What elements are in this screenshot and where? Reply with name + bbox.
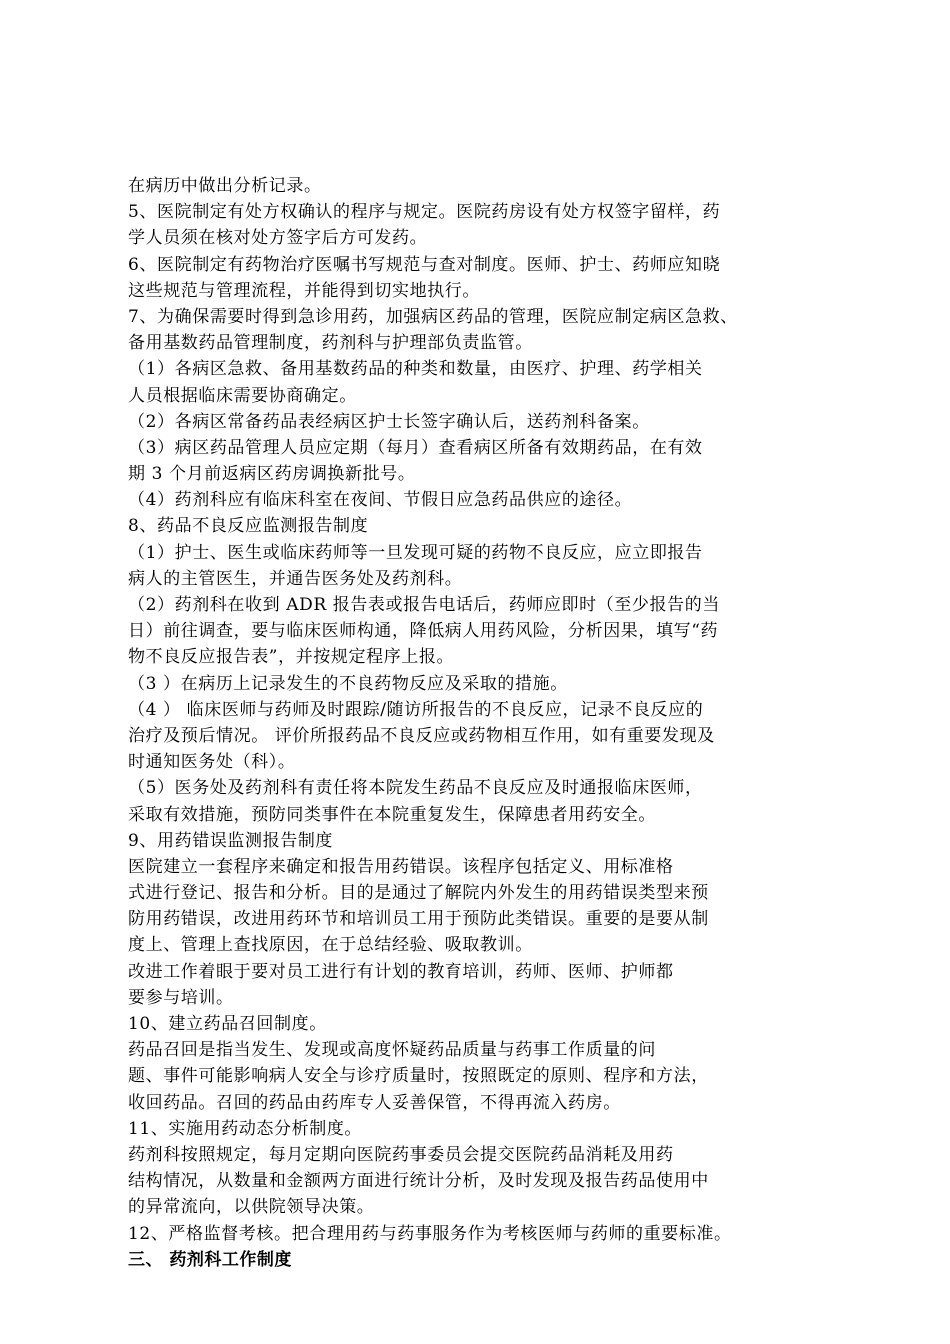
document-body (128, 173, 808, 1273)
text-line: 人员根据临床需要协商确定。 (128, 385, 357, 406)
text-line: 时通知医务处（科）。 (128, 752, 296, 773)
text-line: 医院建立一套程序来确定和报告用药错误。该程序包括定义、用标准格 (128, 856, 674, 877)
text-line: 期 3 个月前返病区药房调换新批号。 (128, 464, 416, 485)
text-line: 改进工作着眼于要对员工进行有计划的教育培训，药师、医师、护师都 (128, 961, 674, 982)
text-line: （1）护士、医生或临床药师等一旦发现可疑的药物不良反应，应立即报告 (128, 542, 703, 563)
text-line: 这些规范与管理流程，并能得到切实地执行。 (128, 280, 480, 301)
text-line: （3 ）在病历上记录发生的不良药物反应及采取的措施。 (128, 673, 568, 694)
section-heading: 三、 药剂科工作制度 (128, 1249, 292, 1270)
text-line: 病人的主管医生，并通告医务处及药剂科。 (128, 568, 463, 589)
text-line: 备用基数药品管理制度，药剂科与护理部负责监管。 (128, 333, 533, 354)
text-line: 在病历中做出分析记录。 (128, 176, 322, 196)
text-line: （4 ） 临床医师与药师及时跟踪/随访所报告的不良反应，记录不良反应的 (128, 699, 704, 720)
text-line: 式进行登记、报告和分析。目的是通过了解院内外发生的用药错误类型来预 (128, 883, 709, 904)
text-line: 结构情况，从数量和金额两方面进行统计分析，及时发现及报告药品使用中 (128, 1171, 709, 1192)
text-line: 药品召回是指当发生、发现或高度怀疑药品质量与药事工作质量的问 (128, 1040, 656, 1061)
text-line: 6、医院制定有药物治疗医嘱书写规范与查对制度。医师、护士、药师应知晓 (128, 254, 721, 275)
text-line: 的异常流向，以供院领导决策。 (128, 1197, 375, 1218)
text-line: 学人员须在核对处方签字后方可发药。 (128, 228, 428, 249)
text-line: 防用药错误，改进用药环节和培训员工用于预防此类错误。重要的是要从制 (128, 909, 709, 930)
text-line: 度上、管理上查找原因，在于总结经验、吸取教训。 (128, 935, 533, 956)
text-line: 10、建立药品召回制度。 (128, 1014, 327, 1034)
text-line: 治疗及预后情况。 评价所报药品不良反应或药物相互作用，如有重要发现及 (128, 725, 715, 746)
text-line: 5、医院制定有处方权确认的程序与规定。医院药房设有处方权签字留样，药 (128, 202, 721, 223)
text-line: （2）药剂科在收到 ADR 报告表或报告电话后，药师应即时（至少报告的当 (128, 595, 720, 615)
text-line: 题、事件可能影响病人安全与诊疗质量时，按照既定的原则、程序和方法， (128, 1066, 709, 1087)
text-line: 要参与培训。 (128, 987, 234, 1008)
text-line: （5）医务处及药剂科有责任将本院发生药品不良反应及时通报临床医师， (128, 778, 703, 799)
text-line: 采取有效措施，预防同类事件在本院重复发生，保障患者用药安全。 (128, 804, 656, 825)
text-line: 收回药品。召回的药品由药库专人妥善保管，不得再流入药房。 (128, 1092, 621, 1113)
text-line: 11、实施用药动态分析制度。 (128, 1118, 363, 1139)
text-line: （4）药剂科应有临床科室在夜间、节假日应急药品供应的途径。 (128, 490, 633, 511)
text-line: （3）病区药品管理人员应定期（每月）查看病区所备有效期药品，在有效 (128, 437, 703, 458)
text-line: （1）各病区急救、备用基数药品的种类和数量，由医疗、护理、药学相关 (128, 359, 703, 380)
text-line: 8、药品不良反应监测报告制度 (128, 516, 369, 537)
text-line: 日）前往调查，要与临床医师构通，降低病人用药风险，分析因果，填写“药 (128, 621, 719, 642)
text-line: 7、为确保需要时得到急诊用药，加强病区药品的管理，医院应制定病区急救、 (128, 306, 738, 327)
text-line: 12、严格监督考核。把合理用药与药事服务作为考核医师与药师的重要标准。 (128, 1223, 732, 1244)
text-line: 药剂科按照规定，每月定期向医院药事委员会提交医院药品消耗及用药 (128, 1144, 674, 1165)
text-line: 物不良反应报告表”，并按规定程序上报。 (128, 647, 455, 668)
text-line: （2）各病区常备药品表经病区护士长签字确认后，送药剂科备案。 (128, 411, 650, 432)
text-line: 9、用药错误监测报告制度 (128, 830, 334, 851)
